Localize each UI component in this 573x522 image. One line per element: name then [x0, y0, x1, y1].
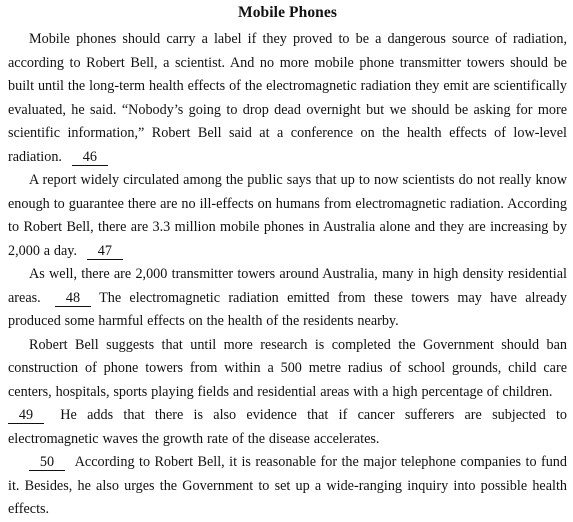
paragraph-3	[8, 263, 567, 334]
paragraph-6-text: According to Robert Bell, it is reasonable for the major telephone companies to fund it. Besides, he also urges the Government to set up a wide-ranging inquiry into possible health effects.	[8, 454, 567, 517]
paragraph-1	[8, 28, 567, 169]
paragraph-2-text: A report widely circulated among the public says that up to now scientists do not really know enough to guarantee there are no ill-effects on humans from electromagnetic radiation. According to Robert Bell, there are 3.3 million mobile phones in Australia alone and they are increasing by 2,000 a day.	[8, 172, 567, 259]
blank-48: 48	[55, 291, 91, 307]
blank-50: 50	[29, 455, 65, 471]
paragraph-6	[8, 451, 567, 522]
paragraph-5	[8, 404, 567, 451]
paragraph-5-text: He adds that there is also evidence that if cancer sufferers are subjected to electromagnetic waves the growth rate of the disease accelerates.	[8, 407, 567, 447]
paragraph-3-text-after: The electromagnetic radiation emitted from these towers may have already produced some harmful effects on the health of the residents nearby.	[8, 289, 567, 329]
blank-46: 46	[72, 150, 108, 166]
document-title: Mobile Phones	[237, 4, 338, 21]
paragraph-1-text: Mobile phones should carry a label if they proved to be a dangerous source of radiation, according to Robert Bell, a scientist. And no more mobile phone transmitter towers should be built until the long-term health effects of the electromagnetic radiation they emit are scientifically evaluated, he said. “Nobody’s going to drop dead overnight but we should be asking for more scientific information,” Robert Bell said at a conference on the health effects of low-level radiation.	[8, 31, 567, 165]
paragraph-3-text-before: As well, there are 2,000 transmitter towers around Australia, many in high density residential areas.	[8, 266, 567, 306]
blank-49: 49	[8, 408, 44, 424]
paragraph-4-text: Robert Bell suggests that until more research is completed the Government should ban construction of phone towers from within a 500 metre radius of school grounds, child care centers, hospitals, sports playing fields and residential areas with a high percentage of children.	[8, 336, 567, 400]
blank-47: 47	[87, 244, 123, 260]
paragraph-2	[8, 169, 567, 263]
paragraph-4	[8, 334, 567, 405]
